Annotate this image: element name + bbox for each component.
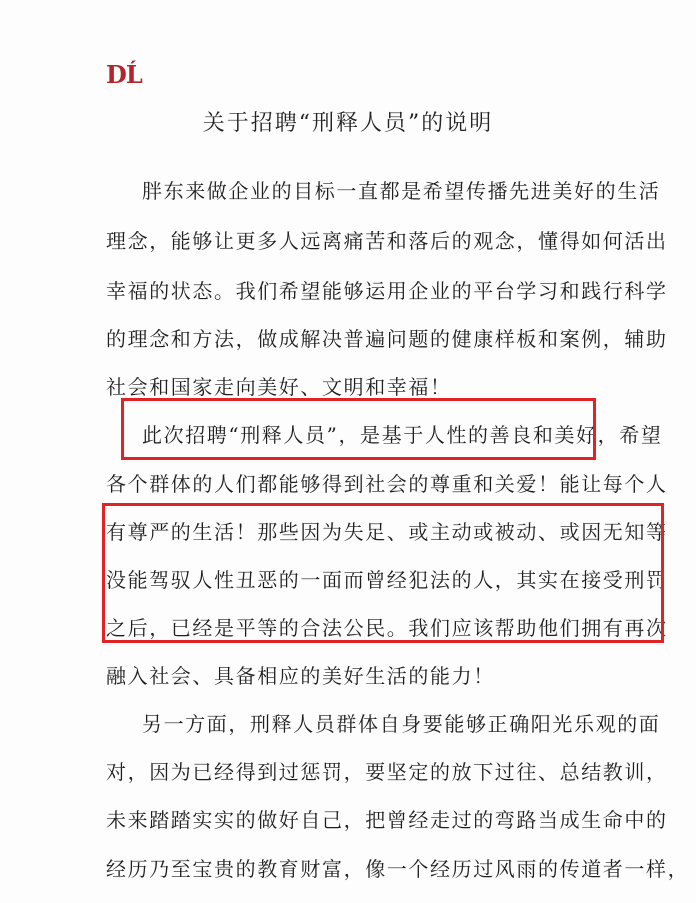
paragraph-line: 经历乃至宝贵的教育财富，像一个经历过风雨的传道者一样， [106, 857, 690, 881]
highlight-box [102, 503, 664, 643]
paragraph-line: 此次招聘“刑释人员”，是基于人性的善良和美好，希望 [142, 423, 663, 447]
paragraph-line: 没能驾驭人性丑恶的一面而曾经犯法的人，其实在接受刑罚 [106, 568, 668, 592]
paragraph-line: 融入社会、具备相应的美好生活的能力！ [106, 664, 495, 688]
paragraph-line: 有尊严的生活！那些因为失足、或主动或被动、或因无知等 [106, 520, 668, 544]
paragraph-line: 的理念和方法，做成解决普遍问题的健康样板和案例，辅助 [106, 327, 668, 351]
paragraph-line: 未来踏踏实实的做好自己，把曾经走过的弯路当成生命中的 [106, 808, 668, 832]
paragraph-line: 幸福的状态。我们希望能够运用企业的平台学习和践行科学 [106, 279, 668, 303]
paragraph-line: 各个群体的人们都能够得到社会的尊重和关爱！能让每个人 [106, 472, 668, 496]
paragraph-line: 理念，能够让更多人远离痛苦和落后的观念，懂得如何活出 [106, 229, 668, 253]
document-title: 关于招聘“刑释人员”的说明 [202, 111, 494, 136]
paragraph-line: 之后，已经是平等的合法公民。我们应该帮助他们拥有再次 [106, 616, 668, 640]
paragraph-line: 胖东来做企业的目标一直都是希望传播先进美好的生活 [142, 179, 661, 203]
paragraph-line: 另一方面，刑释人员群体自身要能够正确阳光乐观的面 [142, 712, 661, 736]
highlight-box [121, 398, 596, 460]
paragraph-line: 对，因为已经得到过惩罚，要坚定的放下过往、总结教训， [106, 760, 668, 784]
paragraph-line: 社会和国家走向美好、文明和幸福！ [106, 375, 452, 399]
company-logo: DĹ [106, 60, 142, 89]
